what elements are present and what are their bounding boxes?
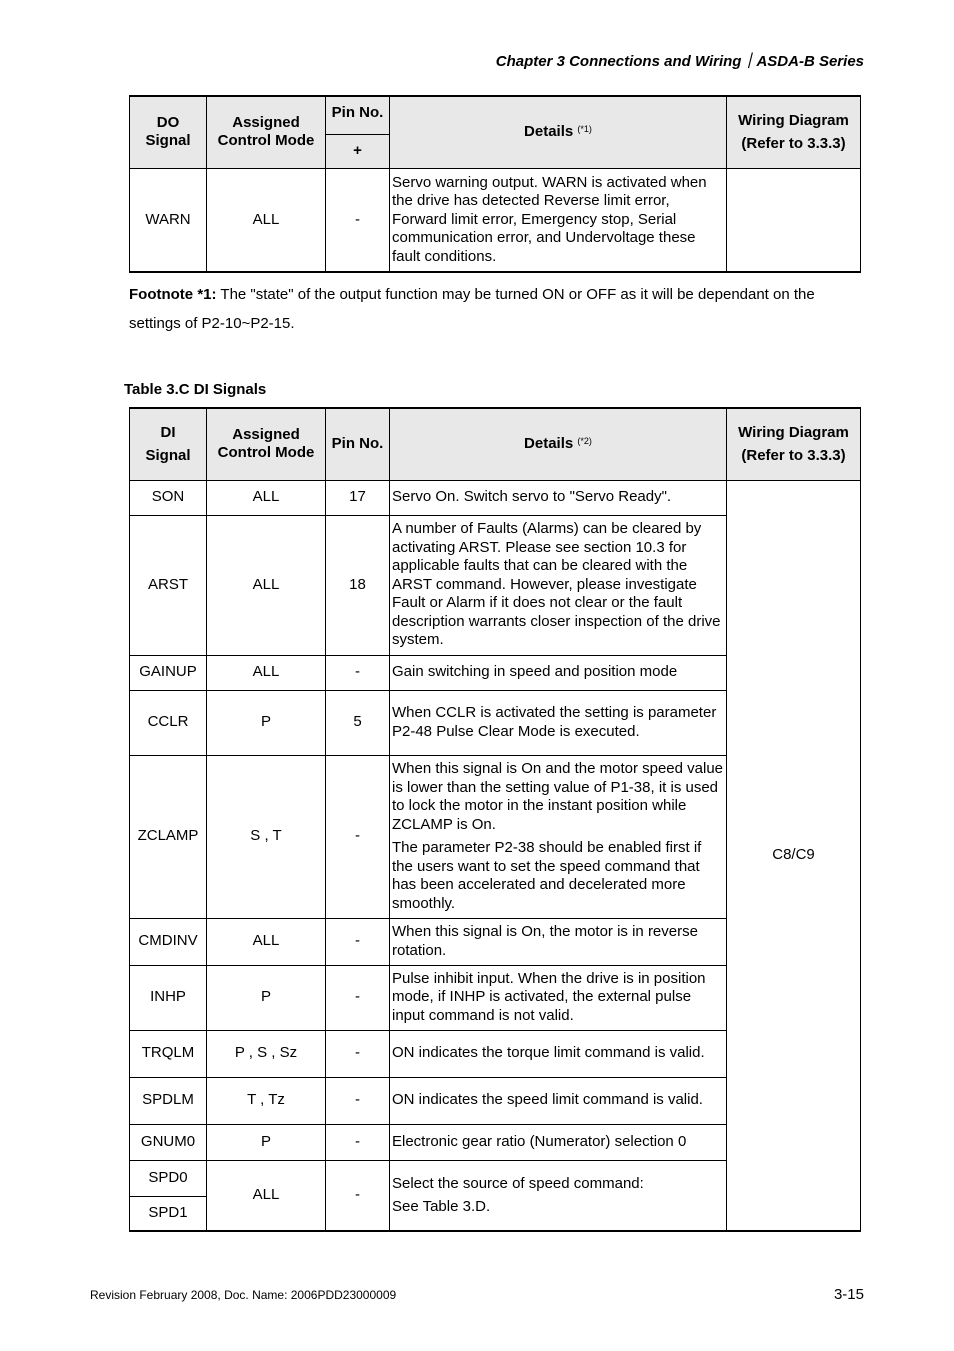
do-head-signal: DO Signal bbox=[130, 96, 207, 168]
di-table-caption: Table 3.C DI Signals bbox=[124, 381, 267, 398]
di-signal: ZCLAMP bbox=[130, 755, 207, 918]
di-mode: ALL bbox=[207, 1160, 326, 1231]
di-signal: CMDINV bbox=[130, 918, 207, 965]
di-mode: P , S , Sz bbox=[207, 1030, 326, 1077]
di-details: Gain switching in speed and position mode bbox=[390, 655, 727, 690]
do-signal-table bbox=[129, 95, 861, 273]
di-details: ON indicates the torque limit command is valid. bbox=[390, 1030, 727, 1077]
di-pin: 17 bbox=[326, 480, 390, 515]
di-signal: SPD1 bbox=[130, 1196, 207, 1231]
di-mode: ALL bbox=[207, 515, 326, 655]
di-signal: TRQLM bbox=[130, 1030, 207, 1077]
di-head-signal: DI Signal bbox=[130, 408, 207, 480]
di-signal-table bbox=[129, 407, 861, 1232]
do-wiring bbox=[727, 168, 861, 272]
di-signal: INHP bbox=[130, 965, 207, 1030]
di-signal: GNUM0 bbox=[130, 1124, 207, 1160]
di-mode: P bbox=[207, 690, 326, 755]
di-mode: S , T bbox=[207, 755, 326, 918]
do-details: Servo warning output. WARN is activated when the drive has detected Reverse limit error, Forward limit error, Emergency stop, Serial communication error, and Undervoltage these fault conditions. bbox=[390, 168, 727, 272]
do-head-pin: Pin No. bbox=[326, 96, 390, 134]
di-signal: ARST bbox=[130, 515, 207, 655]
di-details: When this signal is On and the motor speed value is lower than the setting value of P1-38, it is used to lock the motor in the instant position while ZCLAMP is On. The parameter P2-38 should be enabled first if the users want to set the speed command that has been accelerated and decelerated more smoothly. bbox=[390, 755, 727, 918]
table-row bbox=[130, 168, 861, 272]
di-pin: 18 bbox=[326, 515, 390, 655]
di-pin: - bbox=[326, 1030, 390, 1077]
di-mode: P bbox=[207, 1124, 326, 1160]
di-signal: SPD0 bbox=[130, 1160, 207, 1196]
page-number: 3-15 bbox=[833, 1286, 864, 1303]
do-pin: - bbox=[326, 168, 390, 272]
di-wiring-value: C8/C9 bbox=[727, 480, 861, 1231]
di-head-mode: Assigned Control Mode bbox=[207, 408, 326, 480]
footnote-text: The "state" of the output function may be turned ON or OFF as it will be dependant on the settings of P2-10~P2-15. bbox=[129, 286, 815, 332]
di-signal: SPDLM bbox=[130, 1077, 207, 1124]
di-mode: ALL bbox=[207, 480, 326, 515]
footnote-label: Footnote *1: bbox=[129, 286, 217, 303]
di-mode: ALL bbox=[207, 918, 326, 965]
di-details: Select the source of speed command: See Table 3.D. bbox=[390, 1160, 727, 1231]
di-pin: - bbox=[326, 1160, 390, 1231]
di-head-wiring: Wiring Diagram (Refer to 3.3.3) bbox=[727, 408, 861, 480]
di-signal: CCLR bbox=[130, 690, 207, 755]
di-head-details: Details $^{(*2)}$ bbox=[390, 408, 727, 480]
di-details: ON indicates the speed limit command is valid. bbox=[390, 1077, 727, 1124]
di-details: Servo On. Switch servo to "Servo Ready". bbox=[390, 480, 727, 515]
di-mode: T , Tz bbox=[207, 1077, 326, 1124]
di-details: When this signal is On, the motor is in reverse rotation. bbox=[390, 918, 727, 965]
di-signal: SON bbox=[130, 480, 207, 515]
do-head-mode: Assigned Control Mode bbox=[207, 96, 326, 168]
footnote bbox=[129, 280, 865, 338]
di-details: Pulse inhibit input. When the drive is in position mode, if INHP is activated, the external pulse input command is not valid. bbox=[390, 965, 727, 1030]
di-pin: - bbox=[326, 918, 390, 965]
di-pin: 5 bbox=[326, 690, 390, 755]
do-head-pin-plus: + bbox=[326, 134, 390, 168]
di-details: When CCLR is activated the setting is parameter P2-48 Pulse Clear Mode is executed. bbox=[390, 690, 727, 755]
di-mode: ALL bbox=[207, 655, 326, 690]
do-head-wiring: Wiring Diagram (Refer to 3.3.3) bbox=[727, 96, 861, 168]
di-pin: - bbox=[326, 1124, 390, 1160]
do-signal: WARN bbox=[130, 168, 207, 272]
di-pin: - bbox=[326, 1077, 390, 1124]
di-details: Electronic gear ratio (Numerator) selection 0 bbox=[390, 1124, 727, 1160]
di-pin: - bbox=[326, 755, 390, 918]
di-head-pin: Pin No. bbox=[326, 408, 390, 480]
di-pin: - bbox=[326, 655, 390, 690]
revision-note: Revision February 2008, Doc. Name: 2006PDD23000009 bbox=[90, 1288, 397, 1302]
di-pin: - bbox=[326, 965, 390, 1030]
di-details: A number of Faults (Alarms) can be cleared by activating ARST. Please see section 10.3 for applicable faults that can be cleared with the ARST command. However, please investigate Fault or Alarm if it does not clear or the fault description warrants closer inspection of the drive system. bbox=[390, 515, 727, 655]
page-header: Chapter 3 Connections and Wiring｜ASDA-B Series bbox=[495, 53, 864, 70]
do-head-details: Details $^{(*1)}$ bbox=[390, 96, 727, 168]
table-row bbox=[130, 480, 861, 515]
di-mode: P bbox=[207, 965, 326, 1030]
do-mode: ALL bbox=[207, 168, 326, 272]
di-signal: GAINUP bbox=[130, 655, 207, 690]
